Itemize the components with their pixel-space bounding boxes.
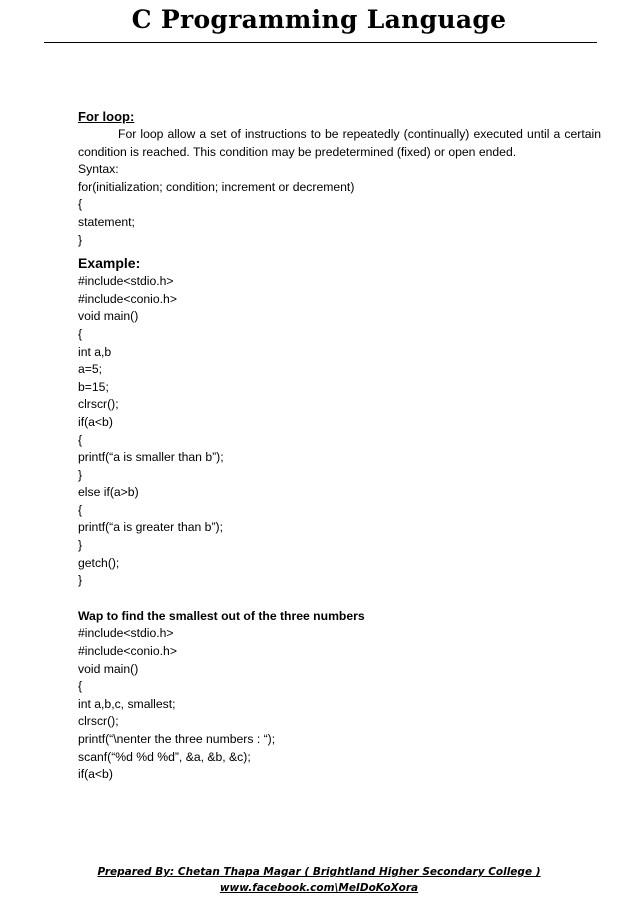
code-line: }	[78, 573, 83, 588]
section-paragraph: For loop allow a set of instructions to be repeatedly (continually) executed until a certain condition is reached. This condition may be predetermined (fixed) or open ended.	[78, 127, 601, 159]
code-line: b=15;	[78, 379, 109, 394]
code-line: #include<stdio.h>	[78, 626, 174, 641]
page-header	[0, 5, 638, 34]
code-line: for(initialization; condition; increment or decrement)	[78, 179, 355, 194]
code-line: clrscr();	[78, 397, 119, 412]
header-rule	[44, 42, 597, 43]
wap-title: Wap to find the smallest out of the three numbers	[78, 608, 365, 623]
footer-credit: Prepared By: Chetan Thapa Magar ( Brightland Higher Secondary College )	[97, 866, 541, 878]
code-line: a=5;	[78, 362, 103, 377]
code-line: }	[78, 232, 83, 247]
page-footer	[0, 864, 638, 896]
page-title: C Programming Language	[131, 5, 507, 34]
code-line: clrscr();	[78, 714, 119, 729]
code-line: int a,b	[78, 344, 112, 359]
example-code-block	[78, 273, 601, 590]
code-line: }	[78, 467, 83, 482]
section-title: For loop:	[78, 109, 135, 124]
code-line: void main()	[78, 661, 139, 676]
code-line: }	[78, 538, 83, 553]
code-line: {	[78, 326, 83, 341]
code-line: void main()	[78, 309, 139, 324]
code-line: getch();	[78, 555, 120, 570]
code-line: {	[78, 432, 83, 447]
code-line: Syntax:	[78, 162, 119, 177]
code-line: scanf(“%d %d %d”, &a, &b, &c);	[78, 749, 251, 764]
code-line: else if(a>b)	[78, 485, 139, 500]
code-line: int a,b,c, smallest;	[78, 696, 176, 711]
code-line: printf(“a is smaller than b”);	[78, 450, 224, 465]
code-line: {	[78, 502, 83, 517]
code-line: if(a<b)	[78, 414, 113, 429]
code-line: printf(“a is greater than b”);	[78, 520, 223, 535]
wap-code-block	[78, 625, 601, 783]
code-line: printf(“\nenter the three numbers : “);	[78, 732, 276, 746]
code-line: #include<conio.h>	[78, 291, 177, 306]
syntax-block	[78, 161, 601, 249]
code-line: if(a<b)	[78, 767, 113, 782]
footer-link[interactable]: www.facebook.com\MeIDoKoXora	[219, 882, 419, 894]
code-line: statement;	[78, 214, 135, 229]
code-line: #include<conio.h>	[78, 644, 177, 659]
document-body	[78, 108, 601, 784]
code-line: {	[78, 679, 83, 694]
code-line: {	[78, 197, 83, 212]
example-title: Example:	[78, 255, 141, 272]
code-line: #include<stdio.h>	[78, 274, 174, 289]
